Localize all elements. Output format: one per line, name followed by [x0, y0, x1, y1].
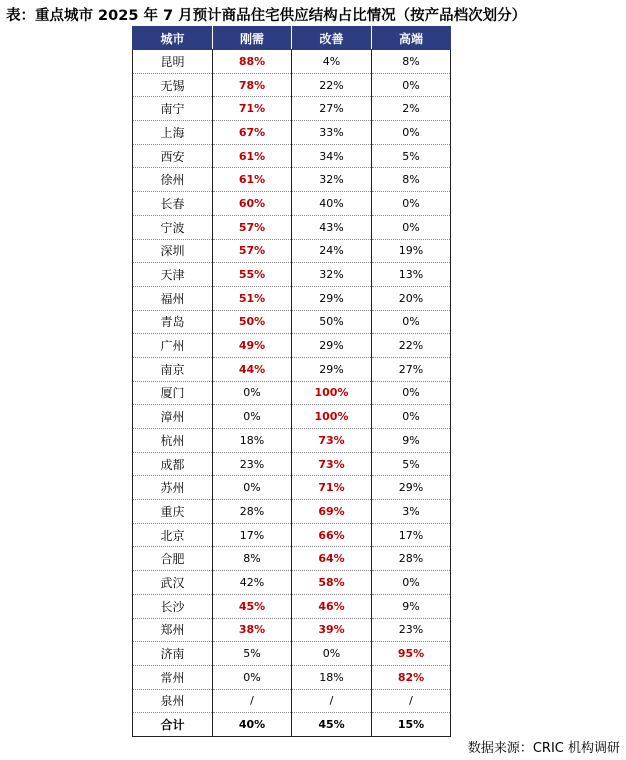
improve-cell: 50%	[292, 310, 372, 334]
rigid-cell: 60%	[213, 192, 292, 216]
rigid-cell: 17%	[213, 523, 292, 547]
rigid-cell: 78%	[213, 73, 292, 97]
table-row	[133, 121, 451, 145]
rigid-cell: 57%	[213, 239, 292, 263]
improve-cell: 34%	[292, 144, 372, 168]
high-end-cell: 5%	[372, 144, 451, 168]
city-cell: 南京	[133, 357, 213, 381]
rigid-cell: /	[213, 689, 292, 713]
high-end-cell: 0%	[372, 192, 451, 216]
high-end-cell: 19%	[372, 239, 451, 263]
rigid-cell: 67%	[213, 121, 292, 145]
table-row	[133, 192, 451, 216]
rigid-cell: 61%	[213, 144, 292, 168]
improve-cell: 29%	[292, 334, 372, 358]
high-end-cell: 5%	[372, 452, 451, 476]
rigid-cell: 49%	[213, 334, 292, 358]
high-end-cell: 22%	[372, 334, 451, 358]
city-cell: 西安	[133, 144, 213, 168]
table-row	[133, 50, 451, 74]
total-label: 合计	[133, 713, 213, 737]
table-row	[133, 239, 451, 263]
improve-cell: 32%	[292, 263, 372, 287]
city-cell: 徐州	[133, 168, 213, 192]
improve-cell: 100%	[292, 405, 372, 429]
high-end-cell: 17%	[372, 523, 451, 547]
city-cell: 成都	[133, 452, 213, 476]
city-cell: 南宁	[133, 97, 213, 121]
table-row	[133, 73, 451, 97]
table-row	[133, 263, 451, 287]
rigid-cell: 23%	[213, 452, 292, 476]
high-end-cell: 28%	[372, 547, 451, 571]
high-end-cell: 0%	[372, 121, 451, 145]
data-source: 数据来源：CRIC 机构调研	[467, 741, 620, 756]
table-row	[133, 381, 451, 405]
table-row	[133, 476, 451, 500]
rigid-cell: 38%	[213, 618, 292, 642]
total-rigid: 40%	[213, 713, 292, 737]
high-end-cell: /	[372, 689, 451, 713]
city-cell: 苏州	[133, 476, 213, 500]
city-cell: 广州	[133, 334, 213, 358]
total-improve: 45%	[292, 713, 372, 737]
improve-cell: 46%	[292, 594, 372, 618]
improve-cell: 32%	[292, 168, 372, 192]
table-row	[133, 357, 451, 381]
table-row	[133, 642, 451, 666]
header-row	[133, 27, 451, 50]
table-row	[133, 594, 451, 618]
high-end-cell: 0%	[372, 571, 451, 595]
improve-cell: 100%	[292, 381, 372, 405]
improve-cell: 69%	[292, 500, 372, 524]
city-cell: 郑州	[133, 618, 213, 642]
rigid-cell: 0%	[213, 665, 292, 689]
header-high-end: 高端	[372, 27, 451, 50]
city-cell: 杭州	[133, 429, 213, 453]
improve-cell: 29%	[292, 286, 372, 310]
improve-cell: 29%	[292, 357, 372, 381]
improve-cell: 0%	[292, 642, 372, 666]
high-end-cell: 8%	[372, 50, 451, 74]
city-cell: 泉州	[133, 689, 213, 713]
improve-cell: 64%	[292, 547, 372, 571]
city-cell: 合肥	[133, 547, 213, 571]
city-cell: 长春	[133, 192, 213, 216]
table-row	[133, 547, 451, 571]
table-row	[133, 500, 451, 524]
high-end-cell: 95%	[372, 642, 451, 666]
improve-cell: 18%	[292, 665, 372, 689]
high-end-cell: 8%	[372, 168, 451, 192]
city-cell: 北京	[133, 523, 213, 547]
rigid-cell: 45%	[213, 594, 292, 618]
table-row	[133, 286, 451, 310]
rigid-cell: 71%	[213, 97, 292, 121]
total-high-end: 15%	[372, 713, 451, 737]
high-end-cell: 0%	[372, 405, 451, 429]
table-row	[133, 310, 451, 334]
rigid-cell: 88%	[213, 50, 292, 74]
high-end-cell: 0%	[372, 215, 451, 239]
improve-cell: 27%	[292, 97, 372, 121]
header-city: 城市	[133, 27, 213, 50]
table-row	[133, 97, 451, 121]
table-row	[133, 452, 451, 476]
rigid-cell: 55%	[213, 263, 292, 287]
improve-cell: /	[292, 689, 372, 713]
high-end-cell: 9%	[372, 594, 451, 618]
supply-structure-table	[132, 26, 451, 737]
table-row	[133, 523, 451, 547]
rigid-cell: 8%	[213, 547, 292, 571]
header-rigid: 刚需	[213, 27, 292, 50]
high-end-cell: 29%	[372, 476, 451, 500]
high-end-cell: 9%	[372, 429, 451, 453]
improve-cell: 33%	[292, 121, 372, 145]
improve-cell: 73%	[292, 429, 372, 453]
table-row	[133, 334, 451, 358]
header-improve: 改善	[292, 27, 372, 50]
city-cell: 武汉	[133, 571, 213, 595]
city-cell: 上海	[133, 121, 213, 145]
table-title: 表：重点城市 2025 年 7 月预计商品住宅供应结构占比情况（按产品档次划分）	[6, 8, 527, 24]
high-end-cell: 13%	[372, 263, 451, 287]
rigid-cell: 5%	[213, 642, 292, 666]
city-cell: 无锡	[133, 73, 213, 97]
rigid-cell: 61%	[213, 168, 292, 192]
table-body	[133, 50, 451, 737]
improve-cell: 43%	[292, 215, 372, 239]
high-end-cell: 2%	[372, 97, 451, 121]
city-cell: 重庆	[133, 500, 213, 524]
table-row	[133, 215, 451, 239]
city-cell: 常州	[133, 665, 213, 689]
city-cell: 深圳	[133, 239, 213, 263]
improve-cell: 22%	[292, 73, 372, 97]
table-row	[133, 429, 451, 453]
high-end-cell: 20%	[372, 286, 451, 310]
improve-cell: 71%	[292, 476, 372, 500]
table-row	[133, 144, 451, 168]
high-end-cell: 23%	[372, 618, 451, 642]
city-cell: 宁波	[133, 215, 213, 239]
rigid-cell: 28%	[213, 500, 292, 524]
rigid-cell: 0%	[213, 476, 292, 500]
high-end-cell: 0%	[372, 310, 451, 334]
table-row	[133, 168, 451, 192]
city-cell: 长沙	[133, 594, 213, 618]
table-row	[133, 689, 451, 713]
high-end-cell: 3%	[372, 500, 451, 524]
rigid-cell: 0%	[213, 381, 292, 405]
high-end-cell: 0%	[372, 73, 451, 97]
rigid-cell: 50%	[213, 310, 292, 334]
city-cell: 济南	[133, 642, 213, 666]
table-row	[133, 618, 451, 642]
rigid-cell: 18%	[213, 429, 292, 453]
high-end-cell: 0%	[372, 381, 451, 405]
rigid-cell: 44%	[213, 357, 292, 381]
city-cell: 天津	[133, 263, 213, 287]
total-row	[133, 713, 451, 737]
improve-cell: 4%	[292, 50, 372, 74]
table-row	[133, 405, 451, 429]
rigid-cell: 57%	[213, 215, 292, 239]
high-end-cell: 27%	[372, 357, 451, 381]
rigid-cell: 0%	[213, 405, 292, 429]
improve-cell: 39%	[292, 618, 372, 642]
city-cell: 昆明	[133, 50, 213, 74]
improve-cell: 58%	[292, 571, 372, 595]
city-cell: 厦门	[133, 381, 213, 405]
city-cell: 福州	[133, 286, 213, 310]
improve-cell: 40%	[292, 192, 372, 216]
city-cell: 漳州	[133, 405, 213, 429]
city-cell: 青岛	[133, 310, 213, 334]
rigid-cell: 51%	[213, 286, 292, 310]
table-row	[133, 571, 451, 595]
improve-cell: 73%	[292, 452, 372, 476]
rigid-cell: 42%	[213, 571, 292, 595]
high-end-cell: 82%	[372, 665, 451, 689]
improve-cell: 66%	[292, 523, 372, 547]
table-row	[133, 665, 451, 689]
improve-cell: 24%	[292, 239, 372, 263]
